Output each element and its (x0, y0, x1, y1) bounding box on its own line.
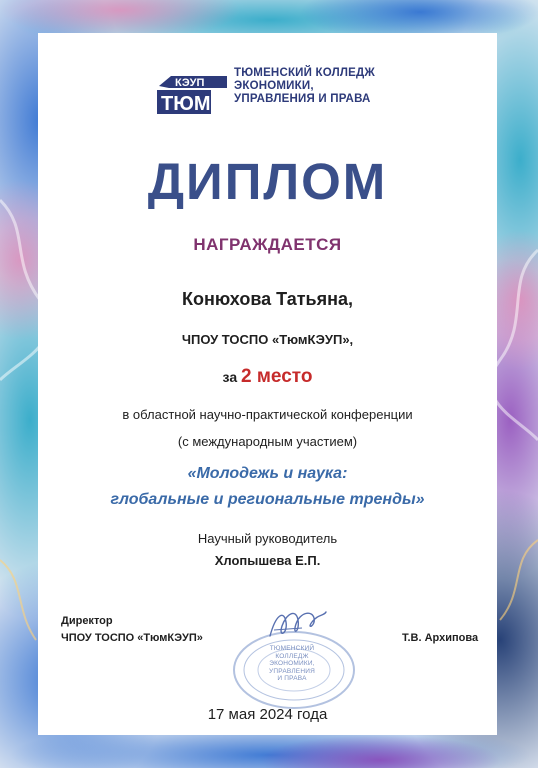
conference-theme-line-1: «Молодежь и наука: (187, 465, 348, 482)
supervisor-name: Хлопышева Е.П. (214, 553, 321, 568)
college-logo-emblem (153, 66, 233, 118)
place-line (38, 366, 497, 388)
diploma-title: ДИПЛОМ (147, 153, 388, 210)
stamp-text-line: ТЮМЕНСКИЙ (269, 645, 315, 652)
recipient-organization: ЧПОУ ТОСПО «ТюмКЭУП», (181, 332, 354, 347)
awarded-label: НАГРАЖДАЕТСЯ (193, 235, 342, 254)
stamp-text-line: ЭКОНОМИКИ, (269, 660, 315, 667)
conference-line-2: (с международным участием) (177, 434, 358, 449)
director-title: Директор (61, 615, 113, 627)
award-date: 17 мая 2024 года (207, 706, 328, 723)
stamp-text-line: И ПРАВА (277, 675, 307, 682)
conference-theme-line-2: глобальные и региональные тренды» (110, 491, 425, 508)
director-signature (262, 604, 332, 646)
recipient-name: Конюхова Татьяна, (182, 289, 353, 309)
stamp-text (262, 645, 322, 683)
college-name (234, 67, 404, 106)
supervisor-label: Научный руководитель (197, 531, 338, 546)
college-name-line: ЭКОНОМИКИ, (234, 80, 314, 92)
place-prefix: за (222, 369, 238, 385)
college-name-line: УПРАВЛЕНИЯ И ПРАВА (234, 93, 371, 105)
stamp-text-line: КОЛЛЕДЖ (275, 652, 309, 660)
emblem-bottom-text: ТЮМ (161, 93, 211, 115)
place-value: 2 место (241, 366, 313, 387)
director-name: Т.В. Архипова (402, 632, 479, 644)
conference-line-1: в областной научно-практической конференции (122, 407, 413, 422)
emblem-top-text: КЭУП (175, 77, 205, 89)
director-organization: ЧПОУ ТОСПО «ТюмКЭУП» (61, 632, 203, 644)
stamp-text-line: УПРАВЛЕНИЯ (269, 667, 315, 675)
college-name-line: ТЮМЕНСКИЙ КОЛЛЕДЖ (234, 67, 375, 79)
